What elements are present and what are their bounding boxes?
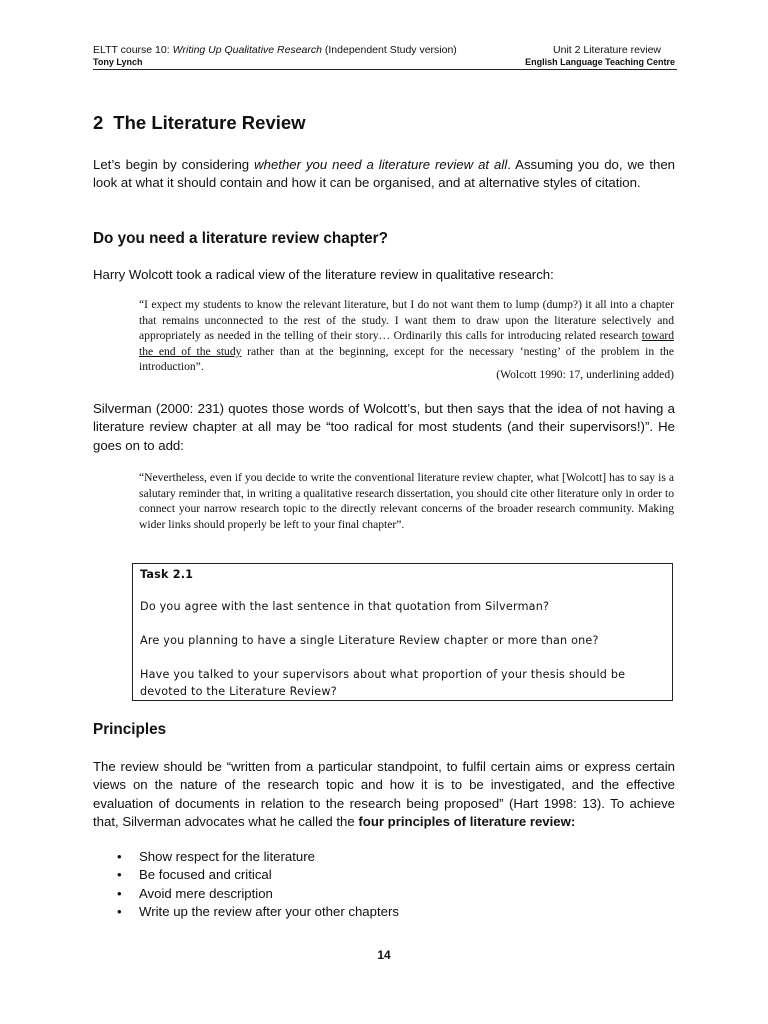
bullet-icon: • (117, 867, 122, 883)
principles-list (93, 848, 399, 922)
principles-paragraph: The review should be “written from a particular standpoint, to fulfil certain aims or express certain views on the nature of the research topic and how it is to be investigated, and the effective evaluation of documents in relation to the research being proposed” (Hart 1998: 13). To achieve that, Silverman advocates what he called the four principles of literature review: (93, 759, 675, 830)
author-name: Tony Lynch (93, 57, 143, 67)
section-title-text: The Literature Review (113, 112, 306, 133)
unit-label: Unit 2 Literature review (553, 44, 661, 56)
page-number: 14 (377, 948, 391, 962)
list-item: • Show respect for the literature (93, 848, 399, 866)
intro-paragraph: Let’s begin by considering whether you need a literature review at all. Assuming you do, we then look at what it should contain and how it can be organised, and at alternative styles of citation. (93, 157, 675, 191)
wolcott-intro: Harry Wolcott took a radical view of the literature review in qualitative research: (93, 267, 554, 282)
task-question-2: Are you planning to have a single Literature Review chapter or more than one? (140, 634, 599, 647)
list-item: • Be focused and critical (93, 866, 399, 884)
centre-name: English Language Teaching Centre (525, 57, 675, 67)
task-box (132, 563, 673, 701)
silverman-paragraph: Silverman (2000: 231) quotes those words of Wolcott’s, but then says that the idea of not having a literature review chapter at all may be “too radical for most students (and their supervisors!)”. He goes on to add: (93, 401, 675, 453)
task-question-3: Have you talked to your supervisors about what proportion of your thesis should be devoted to the Literature Review? (140, 668, 626, 698)
running-header-top (93, 44, 675, 56)
section-title (93, 112, 306, 134)
running-header-bottom (93, 57, 675, 67)
subheading-need-review: Do you need a literature review chapter? (93, 230, 388, 247)
list-item: • Write up the review after your other chapters (93, 903, 399, 921)
section-number: 2 (93, 112, 104, 133)
wolcott-quote: “I expect my students to know the relevant literature, but I do not want them to lump (dump?) it all into a chapter that remains unconnected to the rest of the study. I want them to draw upon the literature selectively and appropriately as needed in the telling of their story… Ordinarily this calls for introducing related research toward the end of the study rather than at the beginning, except for the necessary ‘nesting’ of the problem in the introduction”. (139, 298, 674, 374)
wolcott-citation: (Wolcott 1990: 17, underlining added) (496, 368, 674, 381)
course-title: ELTT course 10: Writing Up Qualitative Research (Independent Study version) (93, 44, 457, 56)
subheading-principles: Principles (93, 721, 167, 738)
list-item: • Avoid mere description (93, 885, 399, 903)
silverman-quote: “Nevertheless, even if you decide to write the conventional literature review chapter, what [Wolcott] has to say is a salutary reminder that, in writing a qualitative research dissertation, you should cite other literature only in order to connect your narrow research topic to the directly relevant concerns of the broader research community. Making wider links should properly be left to your final chapter”. (139, 471, 674, 531)
bullet-icon: • (117, 904, 122, 920)
bullet-icon: • (117, 885, 122, 901)
header-rule (93, 69, 677, 70)
task-question-1: Do you agree with the last sentence in that quotation from Silverman? (140, 600, 550, 613)
bullet-icon: • (117, 849, 122, 864)
task-title: Task 2.1 (140, 568, 194, 581)
